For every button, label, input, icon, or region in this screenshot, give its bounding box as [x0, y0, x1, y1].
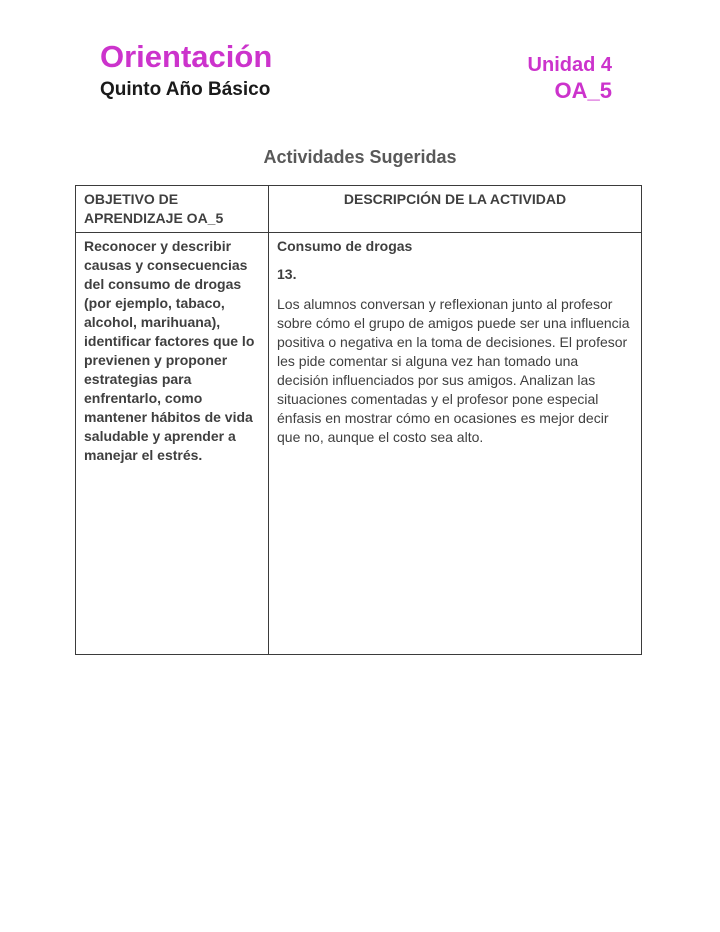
unit-label: Unidad 4: [527, 54, 612, 76]
description-cell: [269, 233, 642, 655]
objective-cell: [76, 233, 269, 655]
grade-subtitle: Quinto Año Básico: [100, 79, 271, 100]
activities-table: [75, 185, 642, 655]
activity-topic: Consumo de drogas: [277, 238, 413, 254]
header-left: [100, 40, 272, 101]
column-header-description: DESCRIPCIÓN DE LA ACTIVIDAD: [269, 186, 642, 233]
document-header: [100, 40, 612, 103]
table-row: [76, 233, 642, 655]
table-header-row: [76, 186, 642, 233]
activity-description: Los alumnos conversan y reflexionan junto al profesor sobre cómo el grupo de amigos puede ser una influencia positiva o negativa en la toma de decisiones. El profesor les pide comentar si alguna vez han tomado una decisión influenciados por sus amigos. Analizan las situaciones comentadas y el profesor pone especial énfasis en mostrar cómo en ocasiones es mejor decir que no, aunque el costo sea alto.: [277, 296, 630, 445]
column-header-objective: OBJETIVO DE APRENDIZAJE OA_5: [76, 186, 269, 233]
objective-text: Reconocer y describir causas y consecuencias del consumo de drogas (por ejemplo, tabaco, alcohol, marihuana), identificar factores que lo previenen y proponer estrategias para enfrentarlo, como mantener hábitos de vida saludable y aprender a manejar el estrés.: [84, 238, 255, 463]
course-title: Orientación: [100, 39, 273, 74]
activity-number: 13.: [277, 266, 297, 282]
oa-code-label: OA_5: [554, 78, 612, 103]
section-title: Actividades Sugeridas: [263, 147, 457, 167]
header-right: [528, 40, 612, 103]
